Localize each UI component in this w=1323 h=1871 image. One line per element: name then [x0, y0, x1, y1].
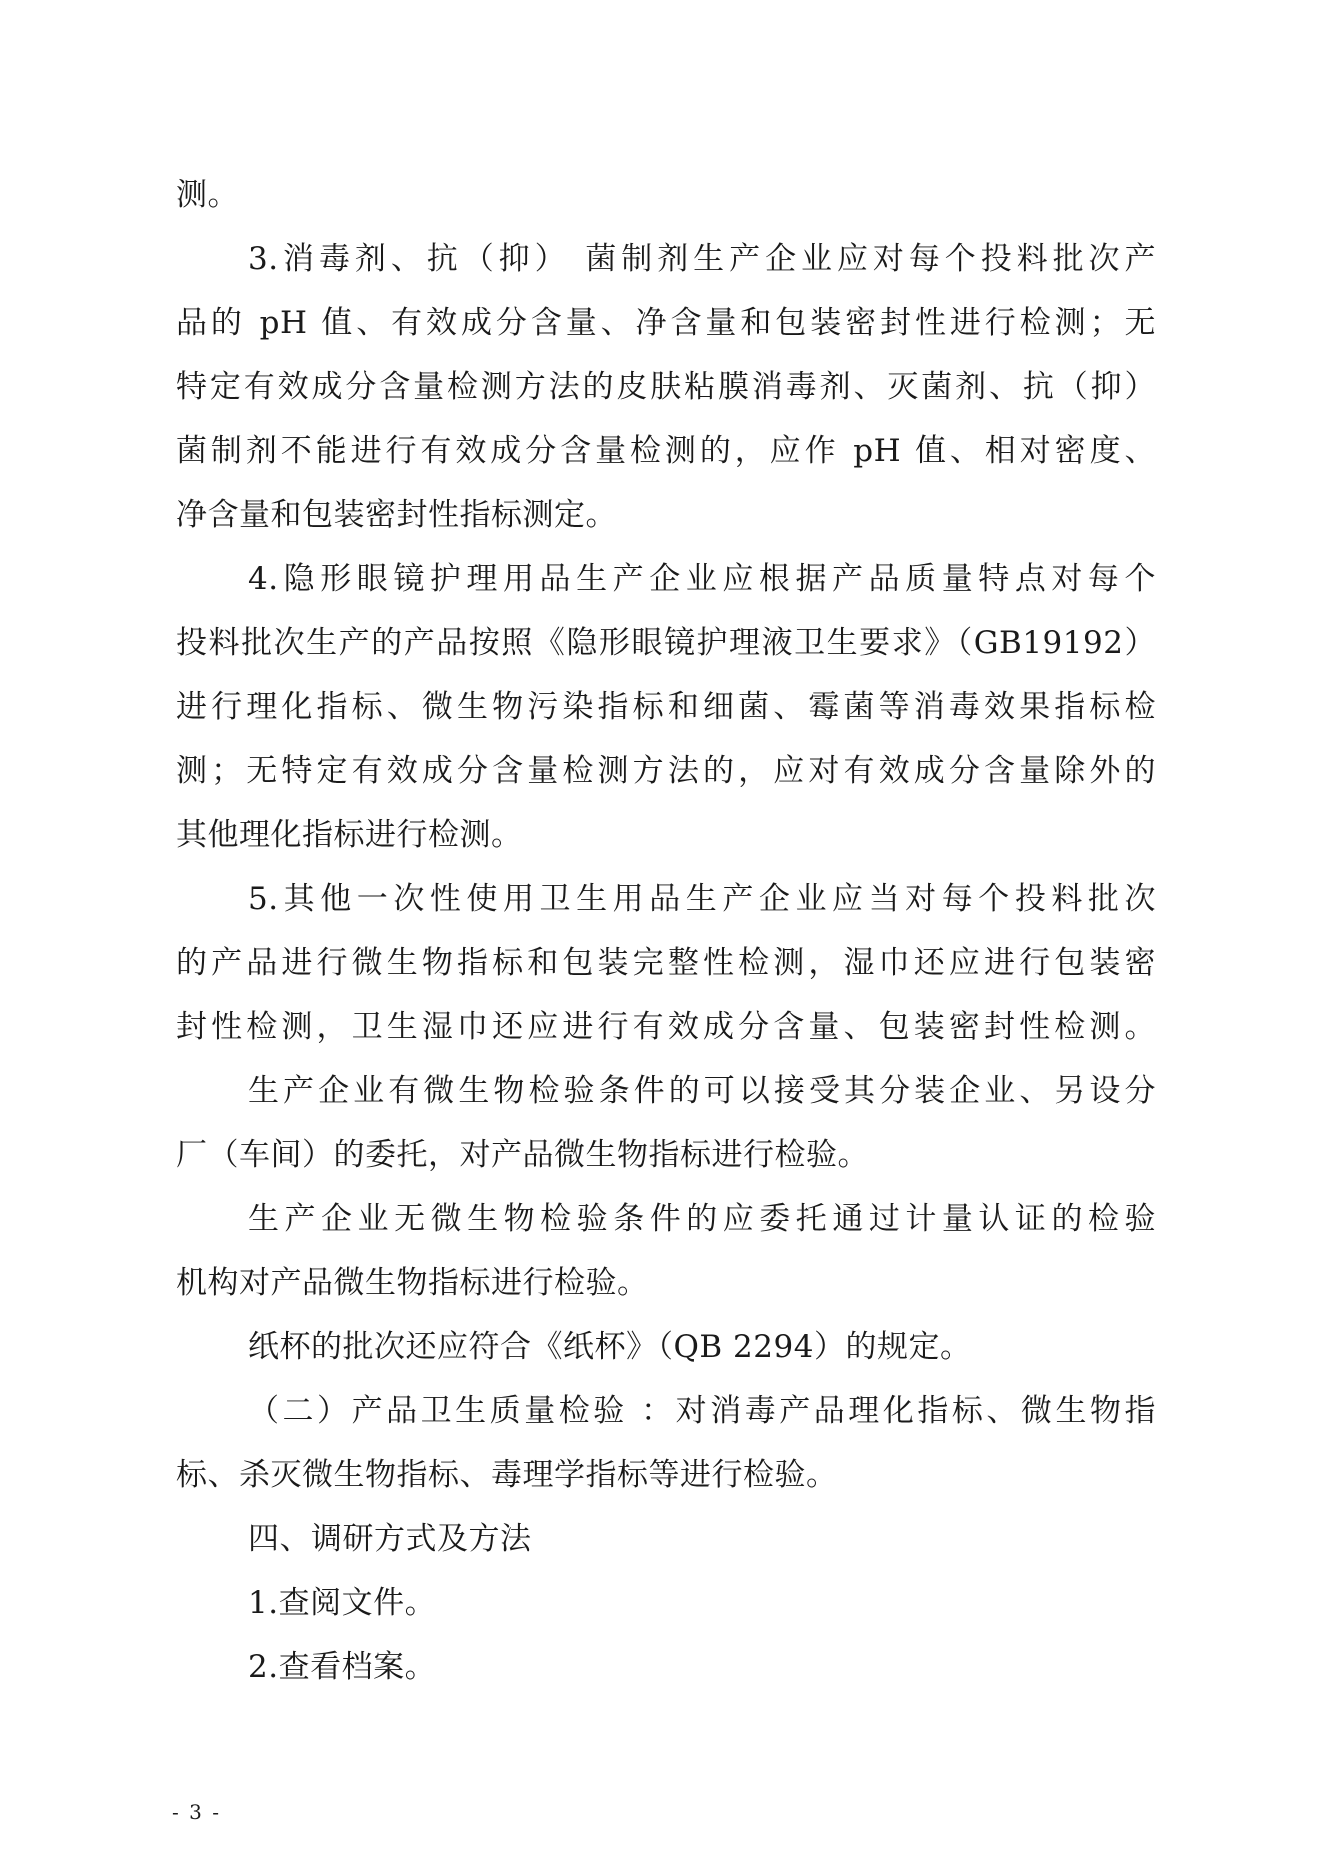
text-line: 机构对产品微生物指标进行检验。: [176, 1265, 649, 1301]
text-line: （二）产品卫生质量检验 ：对消毒产品理化指标、微生物指: [248, 1393, 1156, 1429]
text-line: 品的 pH 值、有效成分含量、净含量和包装密封性进行检测；无: [176, 305, 1156, 341]
text-line: 其他理化指标进行检测。: [176, 817, 523, 853]
text-line: 进行理化指标、微生物污染指标和细菌、霉菌等消毒效果指标检: [176, 689, 1156, 725]
text-line: 四、调研方式及方法: [248, 1521, 532, 1557]
page-number: - 3 -: [172, 1800, 221, 1824]
text-line: 测。: [176, 177, 239, 213]
text-line: 净含量和包装密封性指标测定。: [176, 497, 617, 533]
text-line: 封性检测，卫生湿巾还应进行有效成分含量、包装密封性检测。: [176, 1009, 1156, 1045]
text-line: 纸杯的批次还应符合《纸杯》（QB 2294）的规定。: [248, 1329, 972, 1365]
text-line: 标、杀灭微生物指标、毒理学指标等进行检验。: [176, 1457, 838, 1493]
text-line: 厂（车间）的委托，对产品微生物指标进行检验。: [176, 1137, 869, 1173]
text-line: 4.隐形眼镜护理用品生产企业应根据产品质量特点对每个: [248, 561, 1156, 597]
text-line: 菌制剂不能进行有效成分含量检测的，应作 pH 值、相对密度、: [176, 433, 1156, 469]
text-line: 1.查阅文件。: [248, 1585, 437, 1621]
text-line: 的产品进行微生物指标和包装完整性检测，湿巾还应进行包装密: [176, 945, 1156, 981]
text-line: 5.其他一次性使用卫生用品生产企业应当对每个投料批次: [248, 881, 1156, 917]
text-line: 3.消毒剂、抗（抑） 菌制剂生产企业应对每个投料批次产: [248, 241, 1156, 277]
body-text: [176, 163, 1156, 1699]
text-line: 生产企业无微生物检验条件的应委托通过计量认证的检验: [248, 1201, 1156, 1237]
text-line: 生产企业有微生物检验条件的可以接受其分装企业、另设分: [248, 1073, 1156, 1109]
text-line: 测；无特定有效成分含量检测方法的，应对有效成分含量除外的: [176, 753, 1156, 789]
text-line: 投料批次生产的产品按照《隐形眼镜护理液卫生要求》（GB19192）: [176, 625, 1156, 661]
text-line: 2.查看档案。: [248, 1649, 437, 1685]
text-line: 特定有效成分含量检测方法的皮肤粘膜消毒剂、灭菌剂、抗（抑）: [176, 369, 1156, 405]
